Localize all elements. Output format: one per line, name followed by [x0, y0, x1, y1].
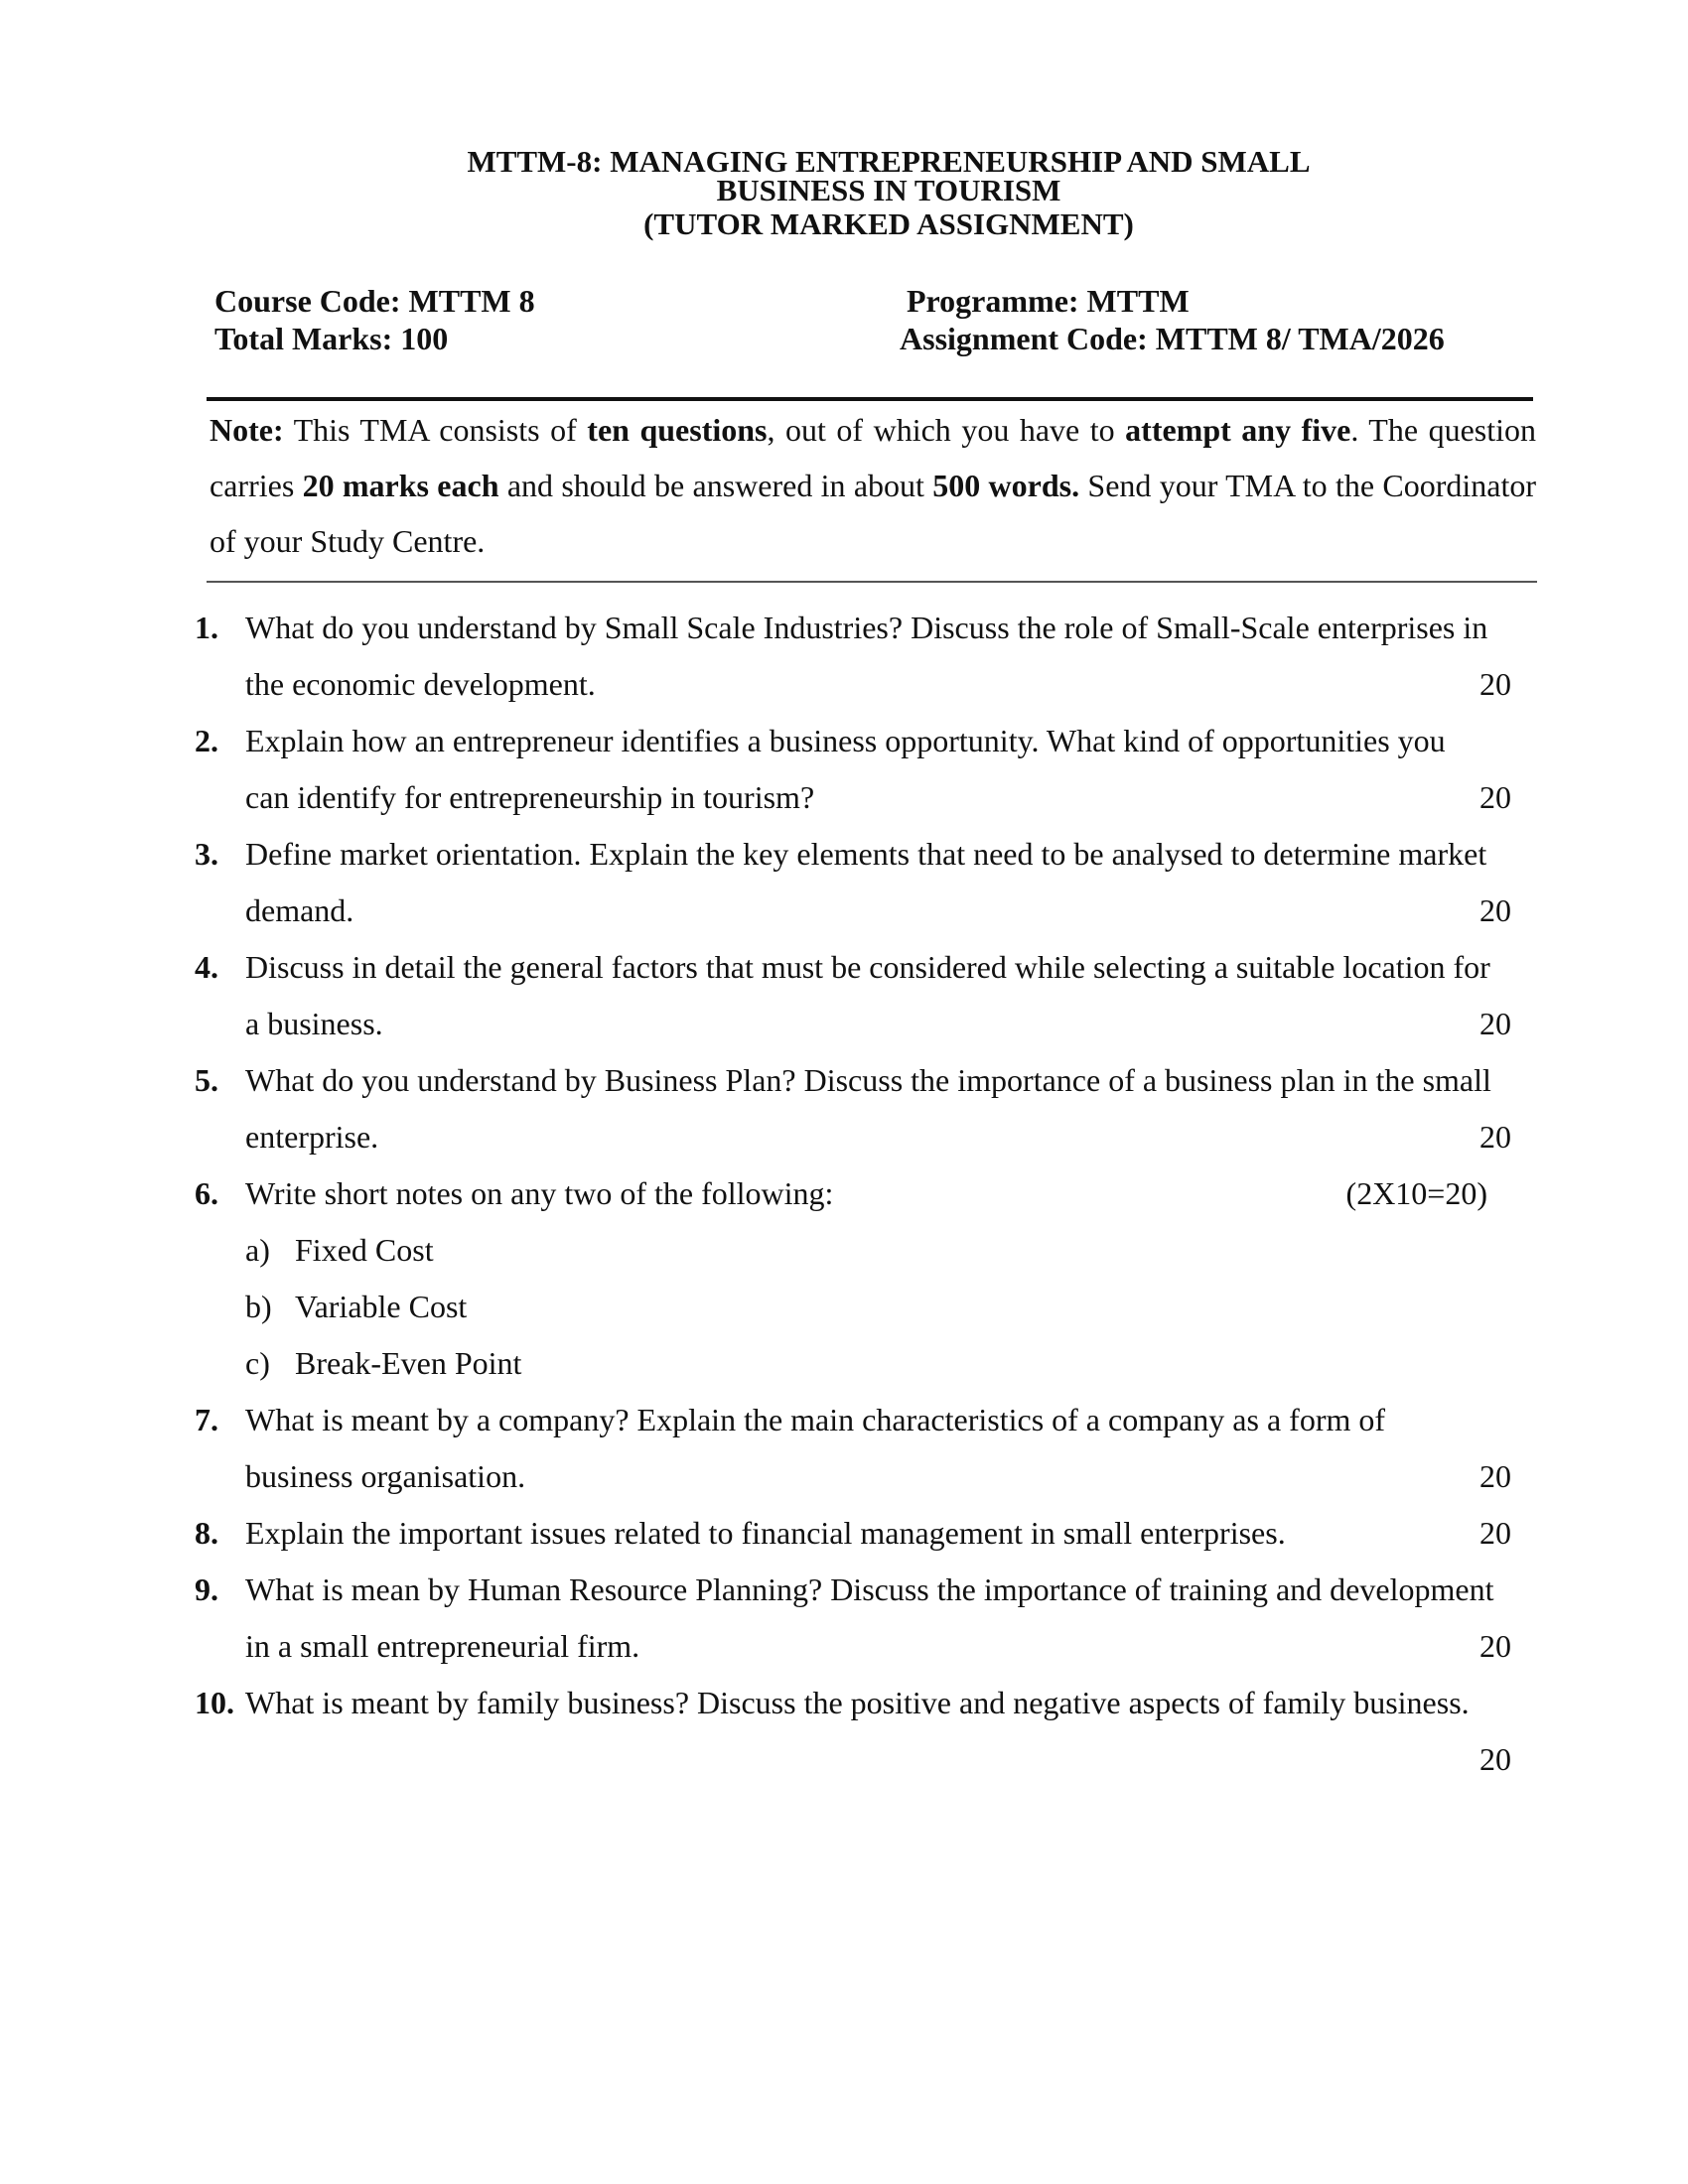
question-text: Explain the important issues related to financial management in small enterprises.	[245, 1515, 1286, 1551]
question-9	[195, 1562, 1511, 1675]
question-7	[195, 1392, 1511, 1505]
note-text: and should be answered in about	[498, 468, 933, 503]
question-text: business organisation.	[245, 1458, 526, 1494]
question-marks: 20	[1479, 1458, 1511, 1494]
sub-item-text: Fixed Cost	[295, 1232, 434, 1268]
sub-item-text: Break-Even Point	[295, 1345, 522, 1381]
title-line-1: MTTM-8: MANAGING ENTREPRENEURSHIP AND SMALL	[467, 144, 1311, 179]
title-line-3: (TUTOR MARKED ASSIGNMENT)	[643, 206, 1134, 241]
question-text: can identify for entrepreneurship in tourism?	[245, 779, 815, 815]
question-marks: 20	[1479, 892, 1511, 928]
question-number: 6.	[195, 1175, 218, 1211]
question-text: enterprise.	[245, 1119, 379, 1155]
question-marks: (2X10=20)	[1345, 1175, 1487, 1211]
note-emphasis: 500 words.	[932, 468, 1080, 503]
question-2	[195, 713, 1511, 826]
question-number: 10.	[195, 1685, 234, 1720]
note-text: , out of which you have to	[767, 412, 1126, 448]
question-6	[195, 1165, 1511, 1392]
total-marks: Total Marks: 100	[214, 321, 449, 356]
question-10	[195, 1675, 1511, 1788]
question-number: 1.	[195, 610, 218, 645]
sub-item-label: c)	[245, 1345, 270, 1381]
question-marks: 20	[1479, 1741, 1511, 1777]
note-emphasis: ten questions	[587, 412, 768, 448]
sub-item-label: a)	[245, 1232, 270, 1268]
question-text: What is meant by family business? Discuss the positive and negative aspects of family business.	[245, 1685, 1470, 1720]
document-title	[427, 144, 1350, 241]
assignment-code: Assignment Code: MTTM 8/ TMA/2026	[900, 321, 1445, 356]
sub-item-b	[245, 1279, 467, 1335]
note-emphasis: attempt any five	[1125, 412, 1351, 448]
question-list	[195, 600, 1511, 1788]
note-text: . The question carries	[210, 412, 1536, 503]
question-text: What is meant by a company? Explain the main characteristics of a company as a form of	[245, 1402, 1386, 1437]
sub-item-c	[245, 1335, 521, 1392]
note-text: Send your TMA to the Coordinator of your Study Centre.	[210, 468, 1537, 559]
question-text: Write short notes on any two of the following:	[245, 1175, 834, 1211]
question-5	[195, 1052, 1511, 1165]
question-number: 3.	[195, 836, 218, 872]
question-text: demand.	[245, 892, 354, 928]
question-marks: 20	[1479, 1006, 1511, 1041]
course-code: Course Code: MTTM 8	[214, 283, 535, 319]
question-text: What do you understand by Small Scale Industries? Discuss the role of Small-Scale enterprises in	[245, 610, 1488, 645]
sub-item-a	[245, 1222, 434, 1279]
question-marks: 20	[1479, 1515, 1511, 1551]
question-8	[195, 1505, 1511, 1562]
question-text: Define market orientation. Explain the key elements that need to be analysed to determine market	[245, 836, 1487, 872]
question-number: 7.	[195, 1402, 218, 1437]
question-3	[195, 826, 1511, 939]
question-4	[195, 939, 1511, 1052]
sub-item-label: b)	[245, 1289, 272, 1324]
question-text: the economic development.	[245, 666, 596, 702]
note-emphasis: 20 marks each	[302, 468, 499, 503]
note-paragraph	[210, 402, 1536, 569]
question-text: in a small entrepreneurial firm.	[245, 1628, 640, 1664]
question-marks: 20	[1479, 1628, 1511, 1664]
question-number: 2.	[195, 723, 218, 758]
note-divider	[207, 581, 1537, 583]
question-text: What do you understand by Business Plan? Discuss the importance of a business plan in the small	[245, 1062, 1491, 1098]
question-number: 9.	[195, 1571, 218, 1607]
note-text: This TMA consists of	[283, 412, 588, 448]
question-number: 8.	[195, 1515, 218, 1551]
question-number: 5.	[195, 1062, 218, 1098]
sub-item-text: Variable Cost	[295, 1289, 468, 1324]
question-text: Discuss in detail the general factors that must be considered while selecting a suitable location for	[245, 949, 1490, 985]
question-text: a business.	[245, 1006, 383, 1041]
note-label: Note:	[210, 412, 284, 448]
question-text: Explain how an entrepreneur identifies a business opportunity. What kind of opportunities you	[245, 723, 1446, 758]
question-marks: 20	[1479, 779, 1511, 815]
programme: Programme: MTTM	[907, 283, 1190, 319]
question-marks: 20	[1479, 1119, 1511, 1155]
header-divider	[207, 397, 1533, 401]
question-number: 4.	[195, 949, 218, 985]
question-1	[195, 600, 1511, 713]
question-text: What is mean by Human Resource Planning? Discuss the importance of training and development	[245, 1571, 1494, 1607]
question-marks: 20	[1479, 666, 1511, 702]
title-line-2: BUSINESS IN TOURISM	[716, 173, 1061, 207]
